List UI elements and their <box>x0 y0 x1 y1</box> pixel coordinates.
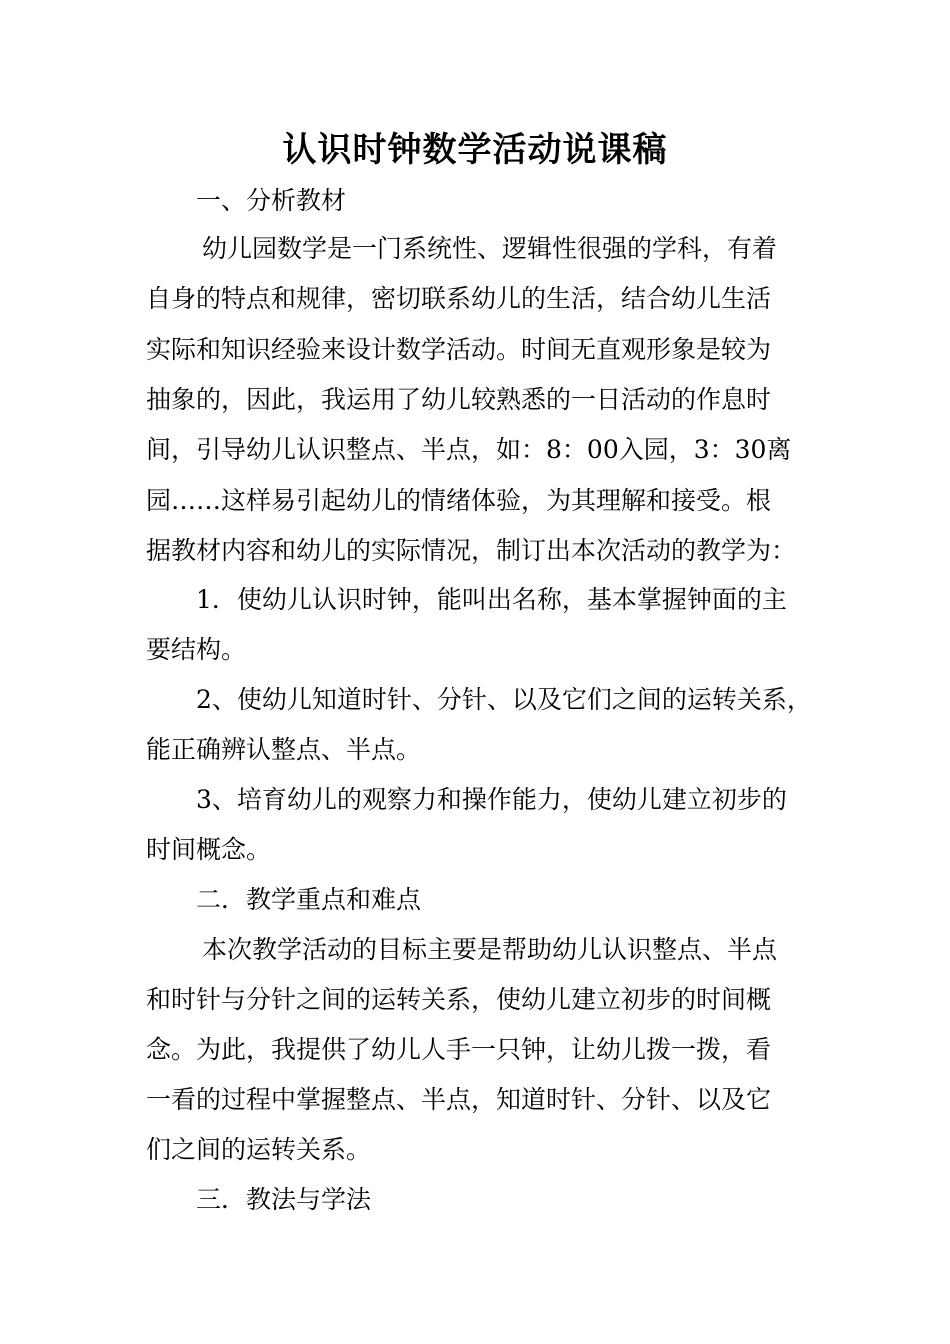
section-heading-key-points: 二．教学重点和难点 <box>196 885 422 914</box>
objective-item: 2、使幼儿知道时针、分针、以及它们之间的运转关系， <box>196 685 812 714</box>
section-heading-analysis: 一、分析教材 <box>196 186 347 215</box>
section-heading-methods: 三．教法与学法 <box>196 1185 372 1214</box>
paragraph-line: 自身的特点和规律，密切联系幼儿的生活，结合幼儿生活 <box>146 284 772 313</box>
document-title: 认识时钟数学活动说课稿 <box>282 130 668 170</box>
objective-item: 3、培育幼儿的观察力和操作能力，使幼儿建立初步的 <box>196 785 787 814</box>
paragraph-line: 时间概念。 <box>146 835 272 864</box>
paragraph-line: 本次教学活动的目标主要是帮助幼儿认识整点、半点 <box>202 935 778 964</box>
paragraph-line: 据教材内容和幼儿的实际情况，制订出本次活动的教学为： <box>146 536 797 565</box>
paragraph-line: 抽象的，因此，我运用了幼儿较熟悉的一日活动的作息时 <box>146 385 772 414</box>
objective-item: 1．使幼儿认识时钟，能叫出名称，基本掌握钟面的主 <box>196 585 787 614</box>
paragraph-line: 一看的过程中掌握整点、半点，知道时针、分针、以及它 <box>146 1085 772 1114</box>
paragraph-line: 间，引导幼儿认识整点、半点，如：8：00入园，3：30离 <box>146 435 792 464</box>
paragraph-line: 们之间的运转关系。 <box>146 1135 372 1164</box>
paragraph-line: 幼儿园数学是一门系统性、逻辑性很强的学科，有着 <box>202 234 778 263</box>
paragraph-line: 能正确辨认整点、半点。 <box>146 735 422 764</box>
paragraph-line: 要结构。 <box>146 635 247 664</box>
paragraph-line: 和时针与分针之间的运转关系，使幼儿建立初步的时间概 <box>146 985 772 1014</box>
paragraph-line: 园……这样易引起幼儿的情绪体验，为其理解和接受。根 <box>146 486 772 515</box>
paragraph-line: 念。为此，我提供了幼儿人手一只钟，让幼儿拨一拨，看 <box>146 1035 772 1064</box>
paragraph-line: 实际和知识经验来设计数学活动。时间无直观形象是较为 <box>146 335 772 364</box>
